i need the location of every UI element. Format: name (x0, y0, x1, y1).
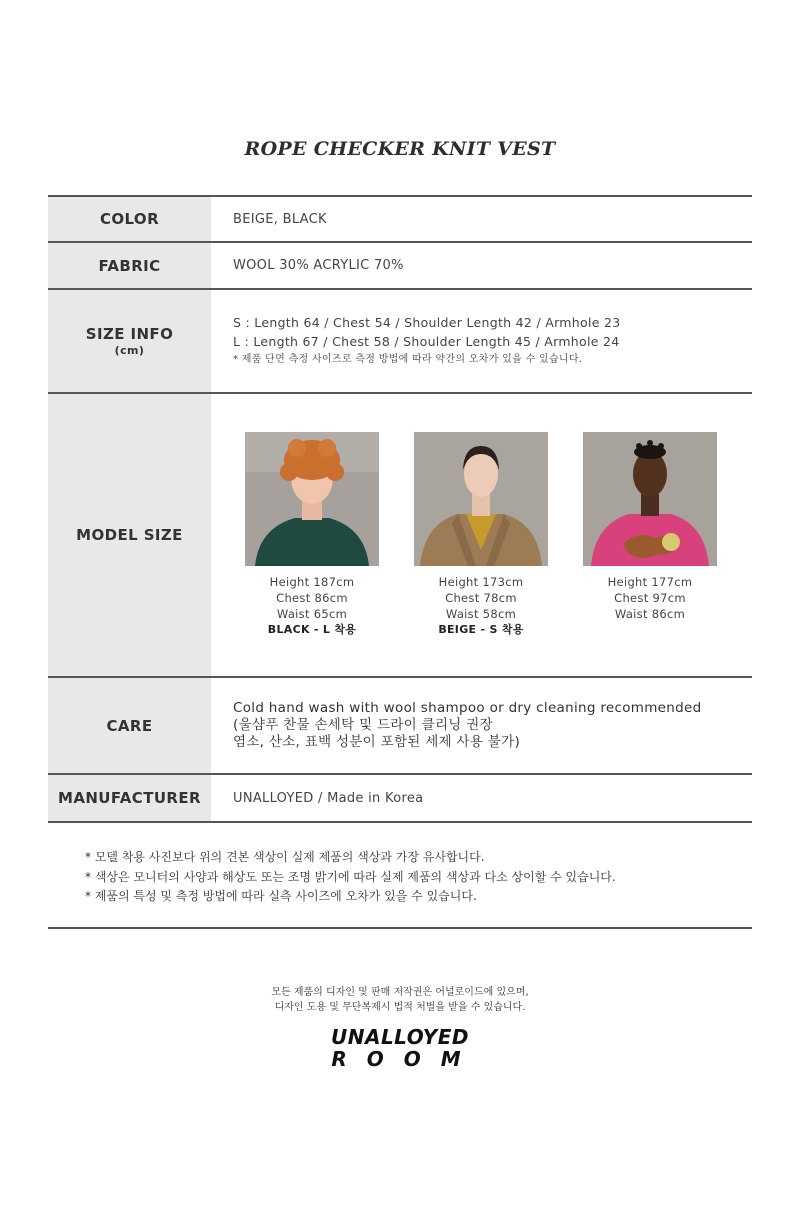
size-info-label: SIZE INFO (85, 325, 174, 343)
notice-item: * 제품의 특성 및 측정 방법에 따라 실측 사이즈에 오차가 있을 수 있습니다. (85, 889, 477, 903)
model-wear: BEIGE - S 착용 (438, 623, 524, 636)
model-size-label: MODEL SIZE (48, 393, 211, 677)
model-waist: Waist 65cm (276, 607, 348, 621)
model-chest: Chest 97cm (614, 591, 686, 605)
color-value: BEIGE, BLACK (233, 211, 327, 227)
copyright-notice (0, 985, 800, 1015)
model-photo (245, 432, 379, 566)
care-line-en: Cold hand wash with wool shampoo or dry cleaning recommended (233, 700, 702, 716)
model-card (583, 432, 717, 638)
spec-row-color (48, 196, 752, 242)
color-label: COLOR (48, 196, 211, 242)
size-info-unit: (cm) (114, 344, 145, 357)
divider (48, 927, 752, 929)
care-line-ko-1: (울샴푸 찬물 손세탁 및 드라이 클리닝 권장 (233, 717, 493, 733)
size-line-s: S : Length 64 / Chest 54 / Shoulder Length 42 / Armhole 23 (233, 315, 621, 330)
spec-table (48, 195, 752, 823)
spec-row-care (48, 677, 752, 774)
model-height: Height 177cm (607, 575, 693, 589)
size-line-l: L : Length 67 / Chest 58 / Shoulder Length 45 / Armhole 24 (233, 334, 620, 349)
model-chest: Chest 86cm (276, 591, 348, 605)
model-height: Height 187cm (269, 575, 355, 589)
manufacturer-label: MANUFACTURER (48, 774, 211, 822)
model-height: Height 173cm (438, 575, 524, 589)
spec-row-model-size (48, 393, 752, 677)
model-card (245, 432, 379, 638)
model-waist: Waist 58cm (445, 607, 517, 621)
manufacturer-value: UNALLOYED / Made in Korea (233, 790, 424, 806)
care-line-ko-2: 염소, 산소, 표백 성분이 포함된 세제 사용 불가) (233, 734, 521, 750)
copyright-line: 모든 제품의 디자인 및 판매 저작권은 어널로이드에 있으며, (271, 987, 529, 998)
logo-line-1: UNALLOYED (330, 1025, 470, 1049)
spec-row-fabric (48, 242, 752, 289)
model-card (414, 432, 548, 638)
notice-list (85, 848, 616, 907)
fabric-value: WOOL 30% ACRYLIC 70% (233, 258, 404, 273)
notice-item: * 색상은 모니터의 사양과 해상도 또는 조명 밝기에 따라 실제 제품의 색상과 다소 상이할 수 있습니다. (85, 869, 616, 884)
size-note: * 제품 단면 측정 사이즈로 측정 방법에 따라 약간의 오차가 있을 수 있습니다. (233, 354, 583, 365)
brand-logo (0, 1026, 800, 1070)
care-label: CARE (48, 677, 211, 774)
spec-row-size-info (48, 289, 752, 393)
model-waist: Waist 86cm (614, 607, 686, 621)
spec-row-manufacturer (48, 774, 752, 822)
model-photo (414, 432, 548, 566)
size-info-label-cell (48, 289, 211, 393)
notice-item: * 모델 착용 사진보다 위의 견본 색상이 실제 제품의 색상과 가장 유사합니다. (85, 850, 485, 864)
copyright-line: 디자인 도용 및 무단복제시 법적 처벌을 받을 수 있습니다. (274, 1002, 526, 1013)
model-wear: BLACK - L 착용 (267, 623, 357, 636)
model-chest: Chest 78cm (445, 591, 517, 605)
product-title: ROPE CHECKER KNIT VEST (244, 138, 556, 160)
model-list (233, 432, 752, 638)
model-photo (583, 432, 717, 566)
logo-line-2: ROOM (331, 1047, 481, 1071)
size-info-value (211, 289, 752, 393)
fabric-label: FABRIC (48, 242, 211, 289)
